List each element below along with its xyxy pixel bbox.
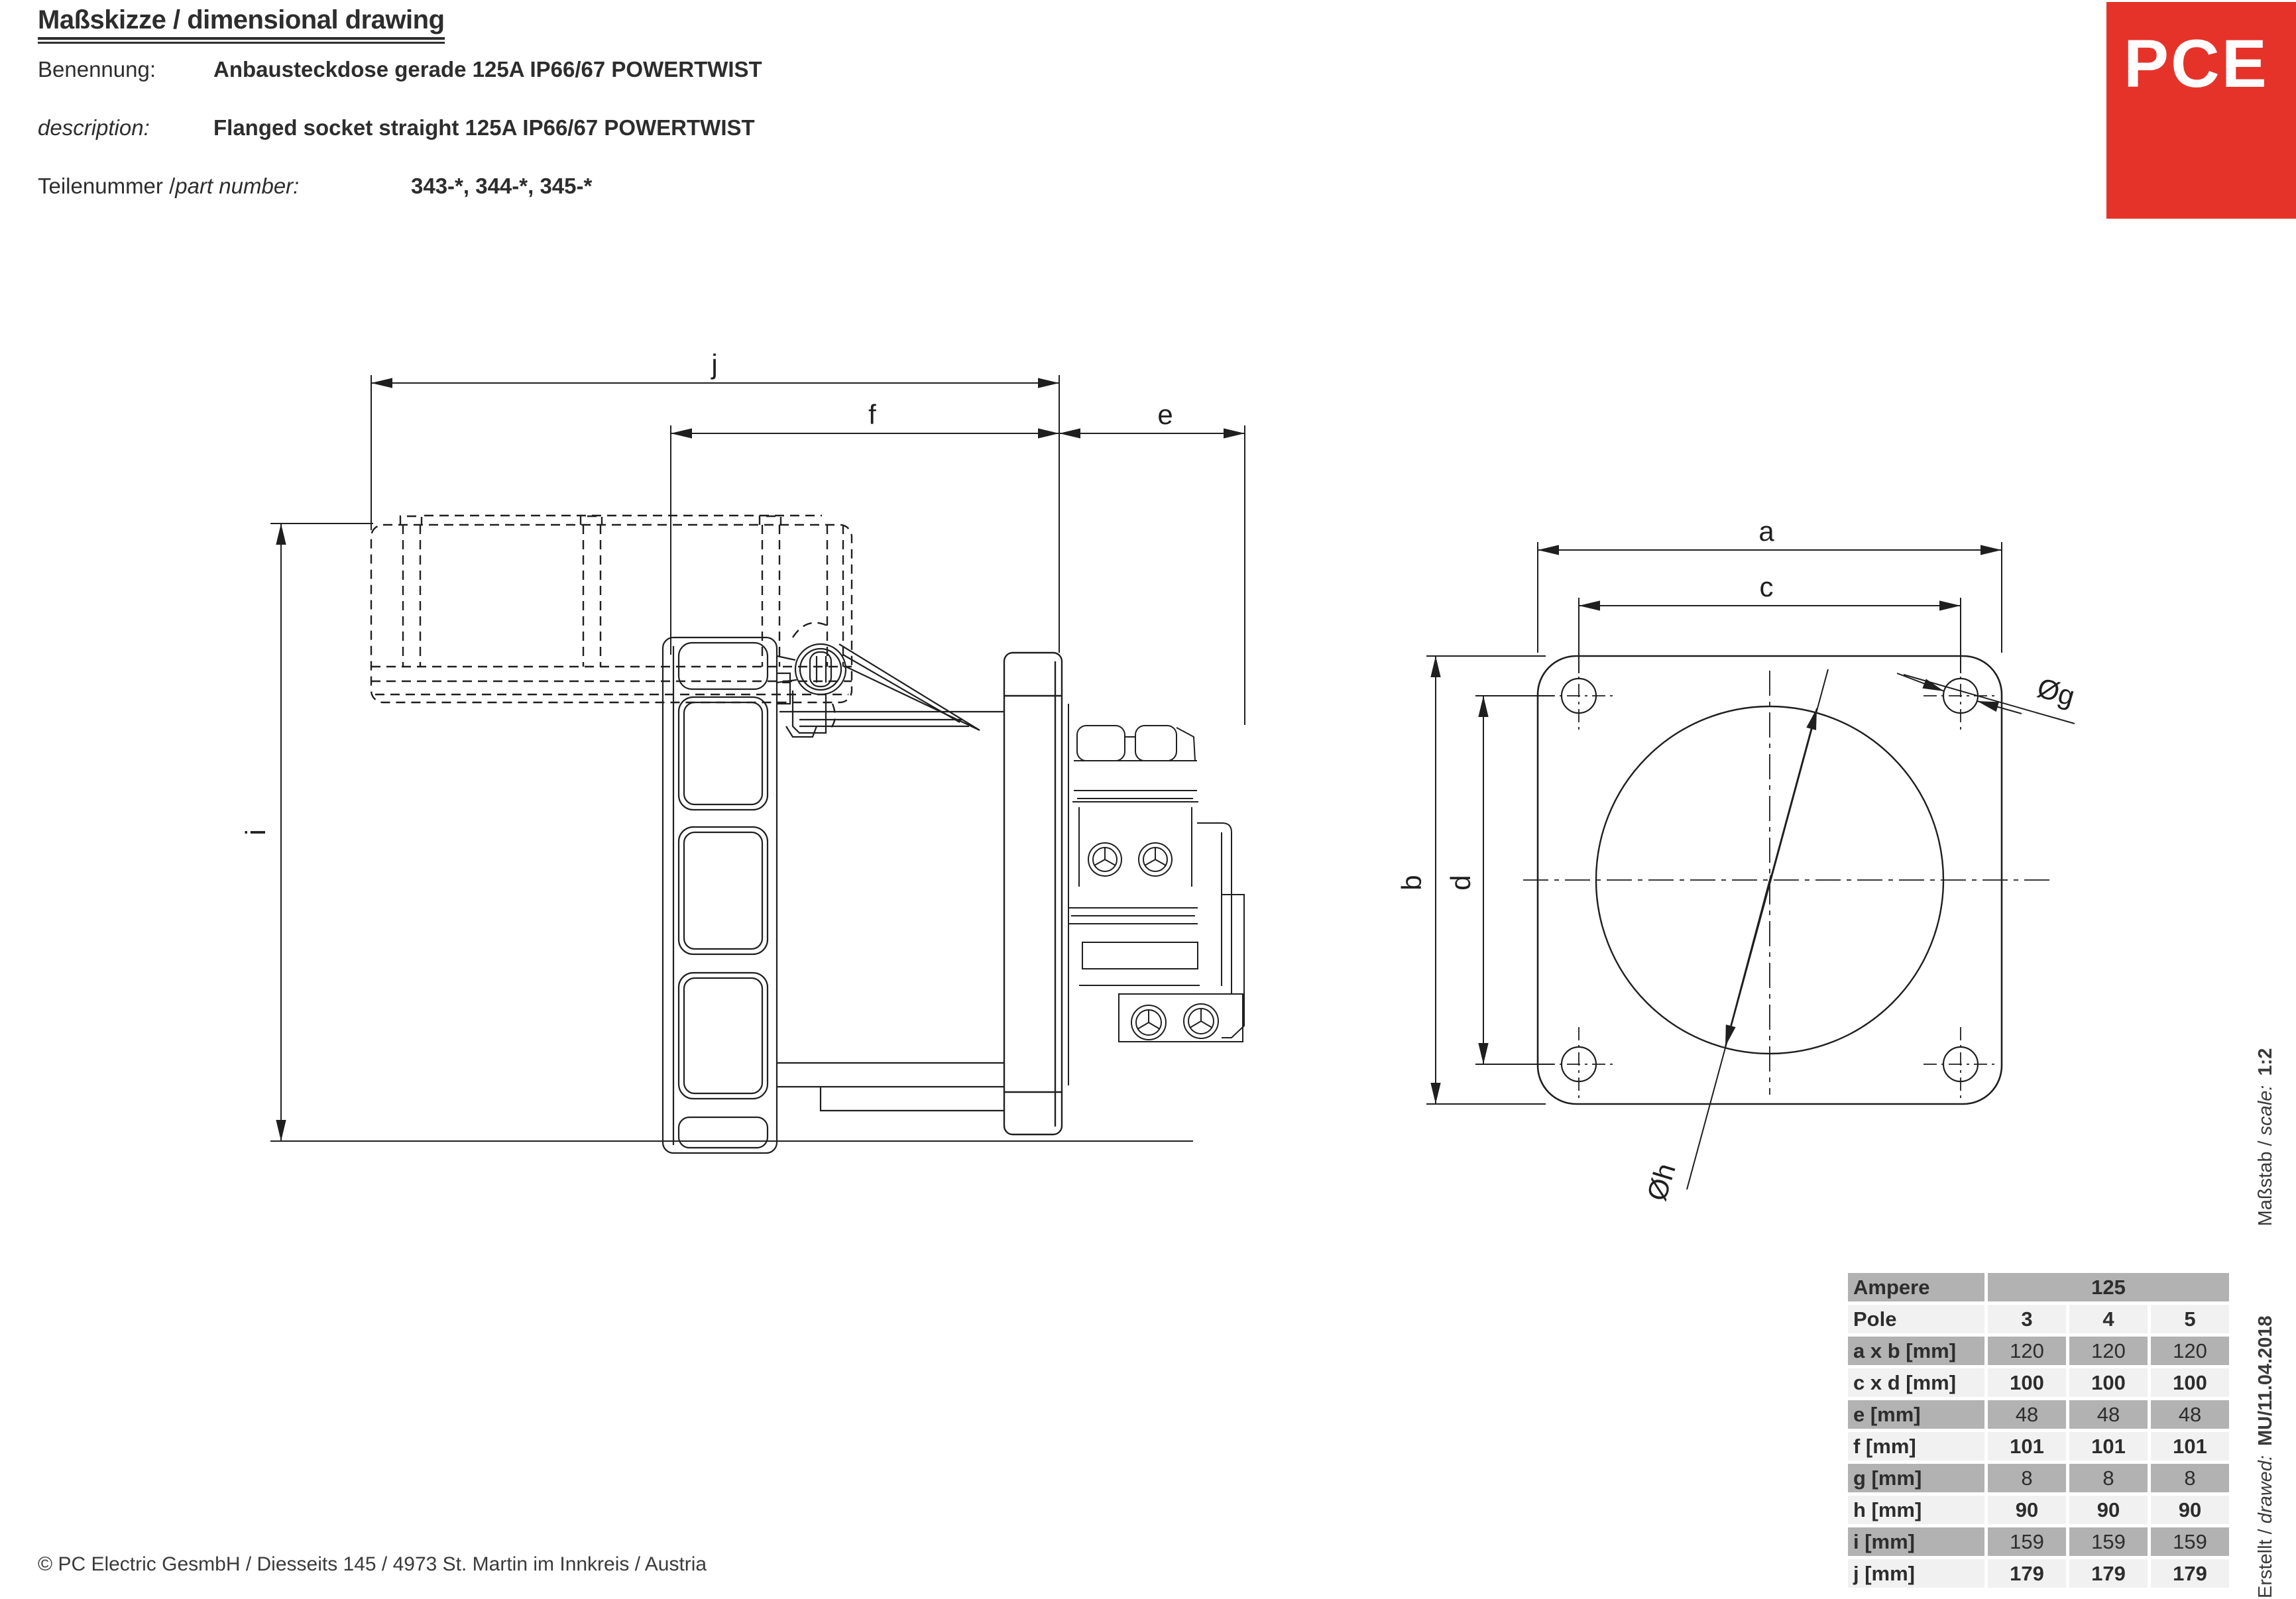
scale-label-de: Maßstab /	[2255, 1135, 2276, 1227]
diameter-h-line	[1687, 669, 1828, 1189]
description-label: description:	[38, 115, 150, 140]
dim-label-d: d	[1445, 875, 1476, 891]
table-value: 101	[2151, 1432, 2229, 1461]
center-lines	[1523, 671, 2049, 1095]
table-value: 179	[1988, 1559, 2066, 1588]
table-value: 159	[2069, 1527, 2148, 1556]
table-value: 90	[2151, 1496, 2229, 1524]
table-value: 179	[2151, 1559, 2229, 1588]
dim-label-c: c	[1759, 571, 1774, 602]
table-label-f: f [mm]	[1848, 1432, 1984, 1461]
table-value: 48	[2069, 1400, 2148, 1429]
table-value: 100	[2151, 1368, 2229, 1397]
hinge-lever	[777, 644, 980, 737]
dim-label-j: j	[711, 349, 718, 380]
dim-label-a: a	[1758, 516, 1774, 547]
table-value: 4	[2069, 1305, 2148, 1333]
flange-plate-side	[1004, 653, 1062, 1134]
table-label-h: h [mm]	[1848, 1496, 1984, 1524]
table-value: 48	[2151, 1400, 2229, 1429]
part-number-label-de: Teilenummer /	[38, 174, 176, 198]
side-view	[270, 375, 1245, 1153]
table-value: 101	[2069, 1432, 2148, 1461]
table-value: 8	[2069, 1464, 2148, 1492]
table-label-axb: a x b [mm]	[1848, 1337, 1984, 1365]
terminal-housing	[1062, 702, 1244, 1087]
table-label-cxd: c x d [mm]	[1848, 1368, 1984, 1397]
front-view	[1426, 542, 2075, 1189]
created-label-en: drawed:	[2255, 1455, 2276, 1524]
scale-value: 1:2	[2255, 1048, 2276, 1076]
created-label-de: Erstellt /	[2255, 1523, 2276, 1598]
table-value: 100	[2069, 1368, 2148, 1397]
benennung-label: Benennung:	[38, 57, 156, 82]
table-label-pole: Pole	[1848, 1305, 1984, 1333]
footer-copyright: © PC Electric GesmbH / Diesseits 145 / 4973 St. Martin im Innkreis / Austria	[38, 1553, 707, 1575]
dim-label-b: b	[1396, 875, 1427, 891]
dimension-table	[1848, 1273, 2229, 1588]
socket-rib-column	[663, 637, 777, 1153]
table-value: 120	[2151, 1337, 2229, 1365]
dim-label-f: f	[868, 399, 876, 430]
table-value: 8	[1988, 1464, 2066, 1492]
table-value: 120	[1988, 1337, 2066, 1365]
table-value: 179	[2069, 1559, 2148, 1588]
table-value: 120	[2069, 1337, 2148, 1365]
gland-cover-dashed	[371, 516, 852, 730]
created-value: MU/11.04.2018	[2255, 1315, 2276, 1447]
pce-logo-text: PCE	[2124, 26, 2269, 101]
dim-label-e: e	[1157, 399, 1173, 430]
table-label-e: e [mm]	[1848, 1400, 1984, 1429]
table-value: 48	[1988, 1400, 2066, 1429]
table-value: 100	[1988, 1368, 2066, 1397]
table-label-ampere: Ampere	[1848, 1273, 1984, 1301]
table-value: 90	[2069, 1496, 2148, 1524]
table-value: 159	[2151, 1527, 2229, 1556]
page-title: Maßskizze / dimensional drawing	[38, 5, 445, 40]
table-label-i: i [mm]	[1848, 1527, 1984, 1556]
table-value-ampere: 125	[1988, 1273, 2229, 1301]
table-label-j: j [mm]	[1848, 1559, 1984, 1588]
scale-label-en: scale:	[2255, 1085, 2276, 1136]
table-value: 8	[2151, 1464, 2229, 1492]
table-label-g: g [mm]	[1848, 1464, 1984, 1492]
drawing-meta-vertical-text	[2255, 979, 2277, 1598]
table-value: 3	[1988, 1305, 2066, 1333]
table-value: 101	[1988, 1432, 2066, 1461]
benennung-value: Anbausteckdose gerade 125A IP66/67 POWERTWIST	[213, 57, 762, 82]
description-value: Flanged socket straight 125A IP66/67 POWERTWIST	[213, 115, 755, 140]
dim-label-i: i	[240, 829, 271, 836]
dim-label-g: Øg	[2034, 671, 2079, 712]
part-number-label-en: part number:	[175, 174, 300, 198]
front-dimensions	[1426, 542, 2002, 1104]
table-value: 159	[1988, 1527, 2066, 1556]
table-value: 5	[2151, 1305, 2229, 1333]
socket-body	[777, 712, 1004, 1111]
table-value: 90	[1988, 1496, 2066, 1524]
part-number-value: 343-*, 344-*, 345-*	[411, 174, 593, 198]
dim-label-h: Øh	[1640, 1160, 1682, 1205]
